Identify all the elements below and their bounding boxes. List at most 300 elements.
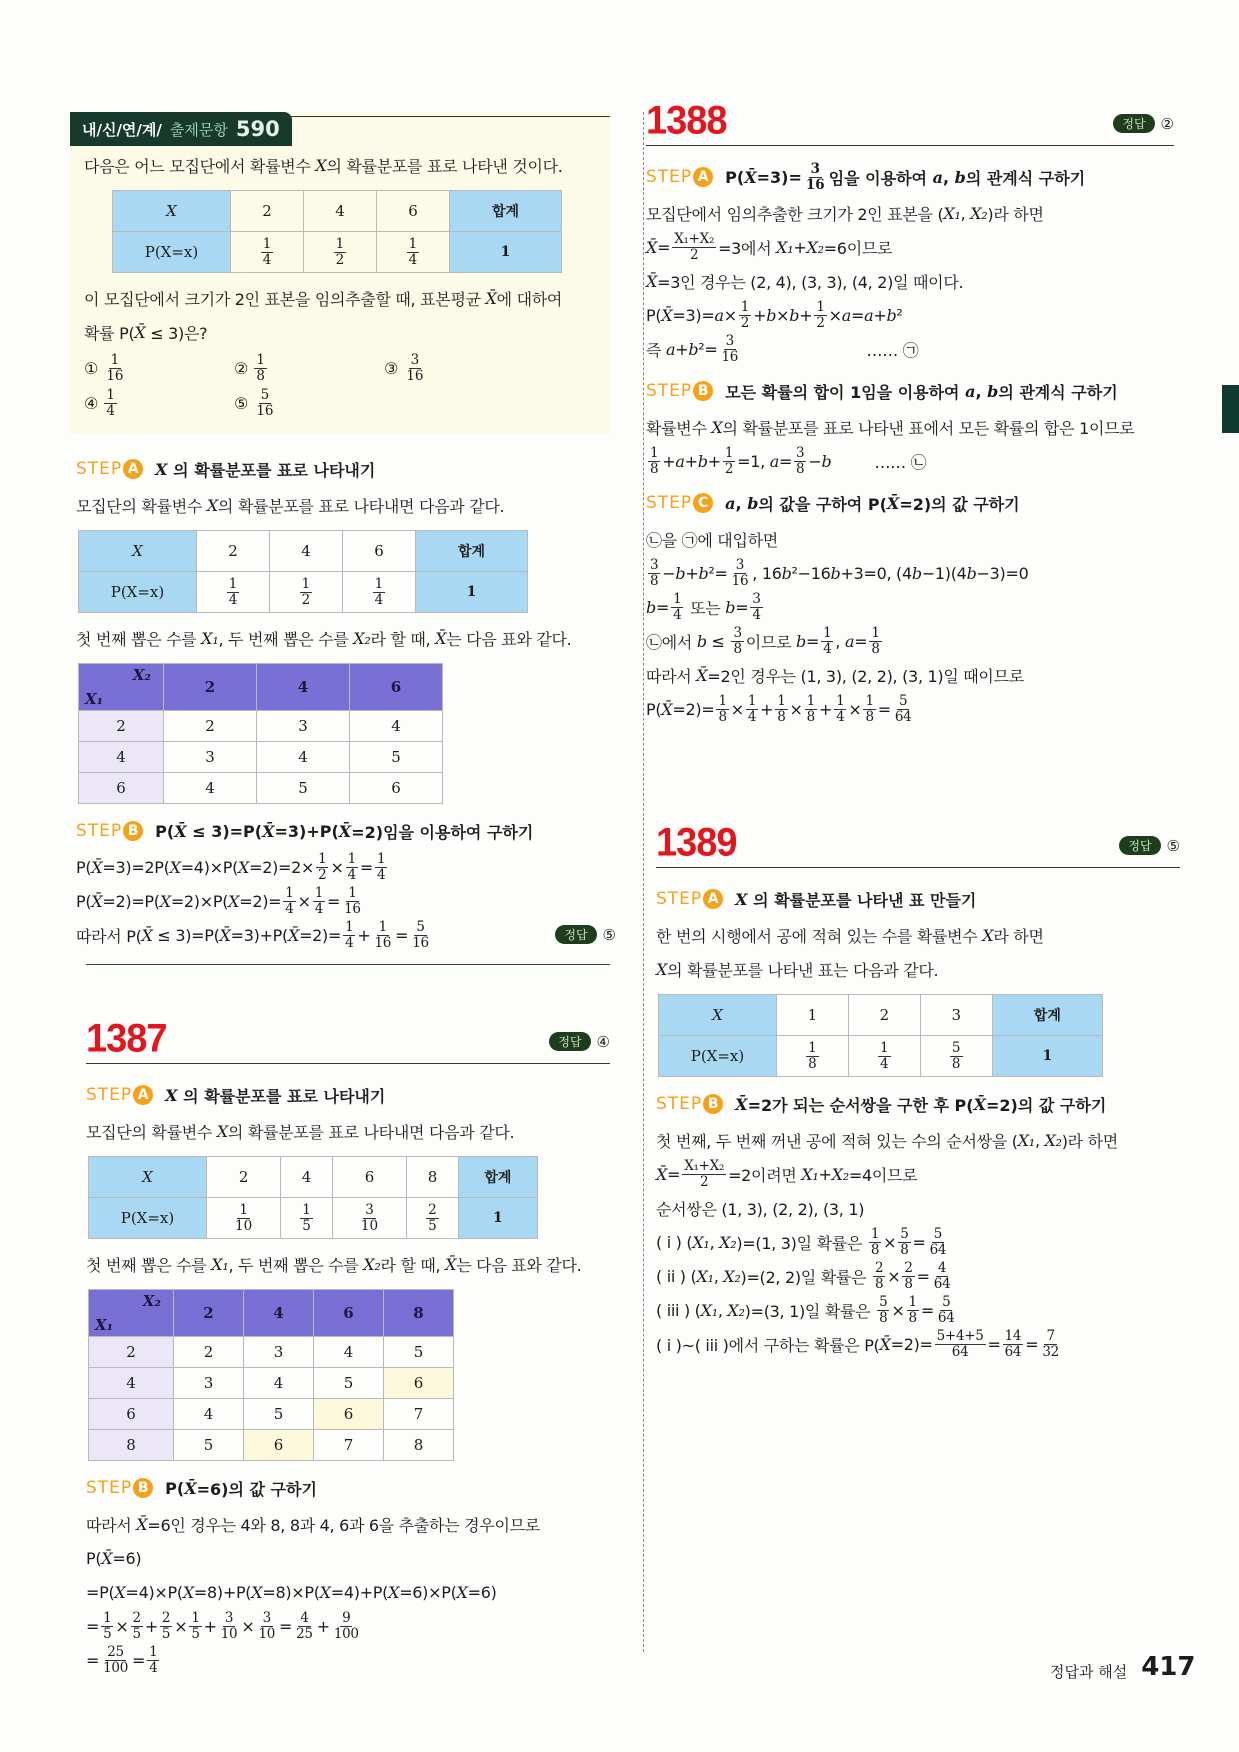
text-run: + <box>818 699 833 719</box>
text-run: 확률변수 <box>646 418 712 438</box>
step-letter-icon: B <box>133 1478 153 1498</box>
text-run: ( i )~( iii )에서 구하는 확률은 P( <box>656 1335 880 1355</box>
text-run: = <box>86 1616 100 1636</box>
math-variable: X̄ <box>174 821 187 841</box>
numerator: 3 <box>752 590 761 607</box>
math-variable: b <box>747 493 759 513</box>
numerator: 5 <box>951 1039 961 1056</box>
denominator: 4 <box>228 591 238 608</box>
text-run: ²= <box>698 339 718 359</box>
denominator: 4 <box>149 1659 158 1676</box>
table-cell <box>342 572 415 613</box>
math-variable: X₁ <box>211 1254 229 1274</box>
numerator: 5 <box>899 692 908 709</box>
denominator: 64 <box>937 1309 955 1326</box>
table-row <box>89 1368 454 1399</box>
math-variable: X̄ <box>661 699 673 719</box>
table-row <box>89 1337 454 1368</box>
answer-value: ② <box>1160 114 1174 133</box>
text-run: −1)(4 <box>921 563 967 583</box>
table-cell: 2 <box>164 711 257 742</box>
math-variable: X̄ <box>485 288 497 308</box>
text-run: , <box>709 1232 720 1252</box>
math-variable: b <box>886 305 897 325</box>
denominator: 8 <box>796 460 805 477</box>
math-variable: X₁ <box>696 1266 714 1286</box>
fraction <box>1003 1329 1024 1360</box>
text-run: ( iii ) ( <box>656 1300 701 1320</box>
math-variable: b <box>821 451 832 471</box>
numerator: 5 <box>879 1293 888 1310</box>
table-cell: 6 <box>314 1399 384 1430</box>
numerator: 1 <box>149 1643 158 1660</box>
math-variable: X <box>155 459 168 479</box>
text-run: = <box>805 631 820 651</box>
numerator: 1 <box>314 884 323 901</box>
problem-question-2 <box>84 315 598 349</box>
text-run: ≤ 3)=P( <box>152 925 220 945</box>
numerator: 3 <box>810 160 820 177</box>
solution-line <box>76 918 616 952</box>
text-run: = <box>131 1650 146 1670</box>
text-run: =2인 경우는 (1, 3), (2, 2), (3, 1)일 때이므로 <box>707 666 1024 686</box>
fraction <box>750 592 762 623</box>
table-cell: 4 <box>89 1368 174 1399</box>
numerator: 14 <box>1004 1327 1022 1344</box>
question-header <box>86 1018 610 1064</box>
text-run: 에 대하여 <box>496 289 563 309</box>
step-word: STEP <box>656 889 703 909</box>
text-run: = <box>655 597 670 617</box>
text-run: = <box>86 1650 100 1670</box>
text-run: 즉 <box>646 340 666 360</box>
solution-line <box>656 1225 1180 1259</box>
step-letter-icon: B <box>703 1094 723 1114</box>
denominator: 4 <box>880 1055 889 1072</box>
math-variable: X̄ <box>219 925 231 945</box>
text-run: =1, <box>737 451 770 471</box>
text-run: = <box>279 1616 293 1636</box>
numerator: 2 <box>874 1259 884 1276</box>
text-run: +3=0, (4 <box>840 563 912 583</box>
text-run: 모집단의 확률변수 <box>86 1122 217 1142</box>
denominator: 4 <box>823 640 832 657</box>
table-cell: 7 <box>384 1399 454 1430</box>
math-variable: X̄ <box>886 493 900 513</box>
table-cell <box>231 232 304 273</box>
step-title <box>725 162 1085 193</box>
numerator: 1 <box>239 1201 248 1218</box>
math-variable: X <box>735 889 748 909</box>
text-run: = <box>735 597 749 617</box>
math-variable: X <box>388 1582 400 1602</box>
math-variable: X <box>982 925 994 945</box>
fraction <box>407 237 420 268</box>
text-run: , <box>713 1266 724 1286</box>
table-header-row <box>89 1290 454 1337</box>
fraction <box>343 920 355 951</box>
denominator: 4 <box>345 934 354 951</box>
text-run: − <box>808 451 822 471</box>
denominator: 100 <box>333 1625 359 1642</box>
fraction <box>902 1261 914 1292</box>
table-probability-row <box>79 572 528 613</box>
answer-badge <box>1119 836 1180 855</box>
text-run: ㉡을 ㉠에 대입하면 <box>646 530 778 550</box>
text-run: 의 관계식 구하기 <box>998 382 1118 402</box>
step-word: STEP <box>646 167 693 187</box>
text-run: + <box>685 563 699 583</box>
text-run: × <box>883 1232 897 1252</box>
text-run: = <box>850 305 865 325</box>
numerator: 1 <box>301 575 311 592</box>
step-b-lines <box>76 850 616 952</box>
choice-2[interactable] <box>234 353 384 384</box>
text-run: =3에서 <box>718 238 777 258</box>
denominator: 16 <box>256 403 274 419</box>
text-run: 라 하면 <box>993 926 1044 946</box>
text-run: P( <box>76 857 92 877</box>
fraction <box>739 300 751 331</box>
numerator: 1 <box>865 692 874 709</box>
table-cell: 6 <box>384 1368 454 1399</box>
table-probability-row <box>89 1198 538 1239</box>
numerator: 1 <box>191 1609 200 1626</box>
denominator: 32 <box>1042 1343 1059 1360</box>
fraction <box>806 1041 819 1072</box>
text-run: ² <box>896 305 903 325</box>
denominator: 4 <box>374 591 384 608</box>
table-cell: 5 <box>244 1399 314 1430</box>
solution-590 <box>76 444 616 952</box>
math-variable: X̄ <box>184 1478 197 1498</box>
numerator: 1 <box>103 1609 112 1626</box>
distribution-table <box>76 530 616 613</box>
denominator: 8 <box>871 640 880 657</box>
text-run: = <box>657 237 671 257</box>
fraction <box>863 694 875 725</box>
solution-line <box>86 1575 610 1609</box>
text-run: , <box>735 493 748 513</box>
table-cell: P(X=x) <box>89 1198 207 1239</box>
badge-prefix: 내/신/연/계/ <box>82 120 162 139</box>
denominator: 8 <box>650 460 659 477</box>
table-cell: 2 <box>848 995 920 1036</box>
text-run: =2)= <box>299 925 342 945</box>
step-letter-icon: C <box>693 493 713 513</box>
numerator: 1 <box>836 692 845 709</box>
denominator: 10 <box>360 1217 379 1234</box>
choice-5[interactable] <box>234 388 384 419</box>
text-run: + <box>753 305 767 325</box>
numerator: 3 <box>410 352 420 368</box>
denominator: 4 <box>262 251 272 268</box>
math-variable: X̄ <box>91 857 103 877</box>
text-run: =3)+P( <box>274 821 339 841</box>
text-run: 모집단의 확률변수 <box>76 496 207 516</box>
denominator: 2 <box>699 1173 709 1190</box>
solution-line <box>86 1643 610 1677</box>
page-footer <box>1050 1652 1196 1682</box>
text-run: =4이므로 <box>848 1165 918 1185</box>
text-run: =3인 경우는 (2, 4), (3, 3), (4, 2)일 때이다. <box>657 272 964 292</box>
numerator: 2 <box>132 1609 141 1626</box>
distribution-table <box>86 1156 610 1239</box>
text-run: )라 하면 <box>987 204 1044 224</box>
fraction <box>227 577 240 608</box>
math-variable: b <box>987 381 999 401</box>
table-cell <box>207 1198 281 1239</box>
math-variable: X <box>169 857 181 877</box>
text-run: + <box>662 451 676 471</box>
step-letter-icon: A <box>703 889 723 909</box>
problem-top-rule <box>270 116 610 117</box>
fraction <box>104 353 125 384</box>
table-cell: 4 <box>269 531 342 572</box>
denominator: 64 <box>1004 1343 1022 1360</box>
table-cell: 3 <box>244 1337 314 1368</box>
fraction <box>147 1645 159 1676</box>
text-run: 순서쌍은 (1, 3), (2, 2), (3, 1) <box>656 1199 865 1219</box>
text-run: 의 확률분포를 표로 나타내면 다음과 같다. <box>217 496 505 516</box>
text-run: 의 값을 구하여 P( <box>758 494 887 514</box>
text-run: ≤ 3)은? <box>145 323 208 343</box>
table-cell: 8 <box>384 1290 454 1337</box>
text-run: =2)의 값 구하기 <box>986 1095 1107 1115</box>
text-run: =8)×P( <box>262 1582 320 1602</box>
table-cell: 1 <box>415 572 527 613</box>
text-run: + <box>760 699 774 719</box>
denominator: 8 <box>908 1309 917 1326</box>
table-cell: 5 <box>174 1430 244 1461</box>
text-run: = <box>667 1164 681 1184</box>
table-cell: 5 <box>384 1337 454 1368</box>
numerator: 1 <box>724 444 734 461</box>
solution-line <box>646 196 1174 230</box>
text-run: 는 다음 표와 같다. <box>446 629 572 649</box>
step-letter-icon: B <box>693 381 713 401</box>
step-b-lines <box>86 1507 610 1677</box>
solution-1387 <box>86 1018 610 1677</box>
text-run: =2)×P( <box>170 891 229 911</box>
math-variable: X̄ <box>445 1254 457 1274</box>
fraction <box>804 162 827 193</box>
text-run: ≤ 3)=P( <box>186 821 263 841</box>
table-row <box>79 773 443 804</box>
table-row <box>79 711 443 742</box>
text-run: + <box>818 1164 832 1184</box>
step-title <box>735 888 976 911</box>
numerator: 5 <box>416 918 425 935</box>
numerator: 2 <box>428 1201 437 1218</box>
solution-line <box>656 952 1180 986</box>
step-c-lines <box>646 522 1174 726</box>
math-variable: X <box>238 857 250 877</box>
choice-mark: ② <box>234 359 249 378</box>
math-variable: b <box>698 563 709 583</box>
table-cell: 5 <box>350 742 443 773</box>
step-word: STEP <box>86 1085 133 1105</box>
numerator: 1 <box>347 850 356 867</box>
math-variable: a <box>841 305 851 325</box>
answer-badge <box>555 925 616 944</box>
fraction <box>682 1159 726 1190</box>
text-run: × <box>297 891 311 911</box>
fraction <box>794 446 806 477</box>
fraction <box>877 1295 889 1326</box>
text-run: , <box>717 1300 728 1320</box>
denominator: 8 <box>808 1055 817 1072</box>
denominator: 5 <box>161 1625 171 1642</box>
math-variable: b <box>766 305 777 325</box>
choice-4[interactable] <box>84 388 234 419</box>
denominator: 2 <box>318 866 327 883</box>
math-variable: b <box>781 563 792 583</box>
text-run: + <box>793 237 807 257</box>
denominator: 4 <box>106 403 115 419</box>
solution-line <box>86 1541 610 1575</box>
fraction <box>723 446 735 477</box>
fraction <box>373 577 386 608</box>
fraction <box>821 626 833 657</box>
denominator: 2 <box>335 251 345 268</box>
numerator: 3 <box>224 1609 234 1626</box>
distribution-table-grid <box>658 994 1103 1077</box>
numerator: 1 <box>348 884 357 901</box>
denominator: 25 <box>296 1625 313 1642</box>
text-run: =3)= <box>756 167 802 187</box>
answer-badge <box>549 1032 610 1051</box>
text-run: 라 할 때, <box>380 1255 446 1275</box>
step-word: STEP <box>76 459 123 479</box>
math-variable: a <box>675 451 685 471</box>
table-row <box>89 1399 454 1430</box>
fraction <box>898 1227 910 1258</box>
fraction <box>219 1611 240 1642</box>
math-variable: X̄ <box>656 1164 668 1184</box>
table-cell: 1 <box>992 1036 1102 1077</box>
solution-line <box>656 1259 1180 1293</box>
table-cell: 4 <box>244 1368 314 1399</box>
denominator: 4 <box>747 708 757 725</box>
step-letter-icon: A <box>133 1085 153 1105</box>
text-run: × <box>789 699 803 719</box>
table-cell: 4 <box>281 1157 333 1198</box>
solution-line <box>86 1609 610 1643</box>
table-cell: 2 <box>231 191 304 232</box>
math-variable: X₂ <box>1044 1130 1062 1150</box>
table-cell: 6 <box>350 664 443 711</box>
step-title <box>725 492 1019 515</box>
choice-3[interactable] <box>384 353 534 384</box>
math-variable: b <box>911 563 922 583</box>
text-run: =2)의 값 구하기 <box>899 494 1020 514</box>
numerator: 2 <box>904 1259 913 1276</box>
fraction <box>375 852 387 883</box>
text-run: , <box>960 203 971 223</box>
denominator: 4 <box>285 900 294 917</box>
math-variable: X̄ <box>134 322 146 342</box>
problem-statement <box>84 148 598 182</box>
answer-value: ④ <box>596 1032 610 1051</box>
text-run: = <box>916 1266 930 1286</box>
math-variable: X̄ <box>141 925 153 945</box>
math-variable: X <box>456 1582 468 1602</box>
fraction <box>814 300 826 331</box>
choice-mark: ① <box>84 359 99 378</box>
numerator: 1 <box>908 1293 917 1310</box>
fraction <box>928 1227 949 1258</box>
math-variable: X <box>656 959 668 979</box>
text-run: 라 할 때, <box>370 629 436 649</box>
text-run: =2)=2× <box>249 857 315 877</box>
math-variable: X̄ <box>646 271 658 291</box>
denominator: 16 <box>344 900 361 917</box>
sample-mean-table-grid <box>88 1289 454 1461</box>
text-run: + <box>144 1616 158 1636</box>
math-variable: a <box>665 339 676 359</box>
table-cell <box>777 1036 849 1077</box>
fraction <box>300 1203 313 1234</box>
numerator: 5 <box>942 1293 951 1310</box>
text-run: =6인 경우는 4와 8, 8과 4, 6과 6을 추출하는 경우이므로 <box>147 1515 540 1535</box>
text-run: = <box>854 631 868 651</box>
denominator: 8 <box>879 1309 888 1326</box>
fraction <box>404 353 425 384</box>
step-word: STEP <box>76 821 123 841</box>
text-run: =4)×P( <box>125 1582 183 1602</box>
math-variable: X <box>216 1121 228 1141</box>
table-cell: 4 <box>164 773 257 804</box>
denominator: 8 <box>865 708 874 725</box>
answer-pill: 정답 <box>1113 114 1154 133</box>
problem-badge <box>70 112 292 146</box>
table-cell: 2 <box>197 531 270 572</box>
numerator: 1 <box>740 298 750 315</box>
table-cell: 7 <box>314 1430 384 1461</box>
table-cell: 합계 <box>449 191 561 232</box>
table-cell <box>269 572 342 613</box>
math-variable: X̄ <box>287 925 300 945</box>
math-variable: X̄ <box>744 167 757 187</box>
text-run: 의 확률분포를 나타낸 표는 다음과 같다. <box>667 960 939 980</box>
text-run: =6)×P( <box>399 1582 457 1602</box>
text-run: ²= <box>708 563 728 583</box>
math-variable: X₂ <box>831 1164 849 1184</box>
numerator: 1 <box>747 692 757 709</box>
step-title <box>155 820 533 843</box>
section-divider <box>86 964 610 965</box>
denominator: 8 <box>904 1275 913 1292</box>
solution-line <box>656 1123 1180 1157</box>
solution-line <box>646 658 1174 692</box>
fraction <box>672 232 716 263</box>
math-variable: X <box>315 155 327 175</box>
table-cell: P(X=x) <box>659 1036 777 1077</box>
distribution-table-grid <box>112 190 562 273</box>
math-variable: a <box>725 493 736 513</box>
text-run: + <box>675 339 689 359</box>
fraction <box>101 1645 130 1676</box>
fraction <box>834 694 846 725</box>
solution-text <box>86 1114 610 1148</box>
text-run: 의 확률분포를 표로 나타내기 <box>167 460 376 480</box>
fraction <box>254 353 267 384</box>
table-cell: X <box>79 531 197 572</box>
numerator: 1 <box>335 235 345 252</box>
choice-1[interactable] <box>84 353 234 384</box>
solution-line <box>656 1327 1180 1361</box>
